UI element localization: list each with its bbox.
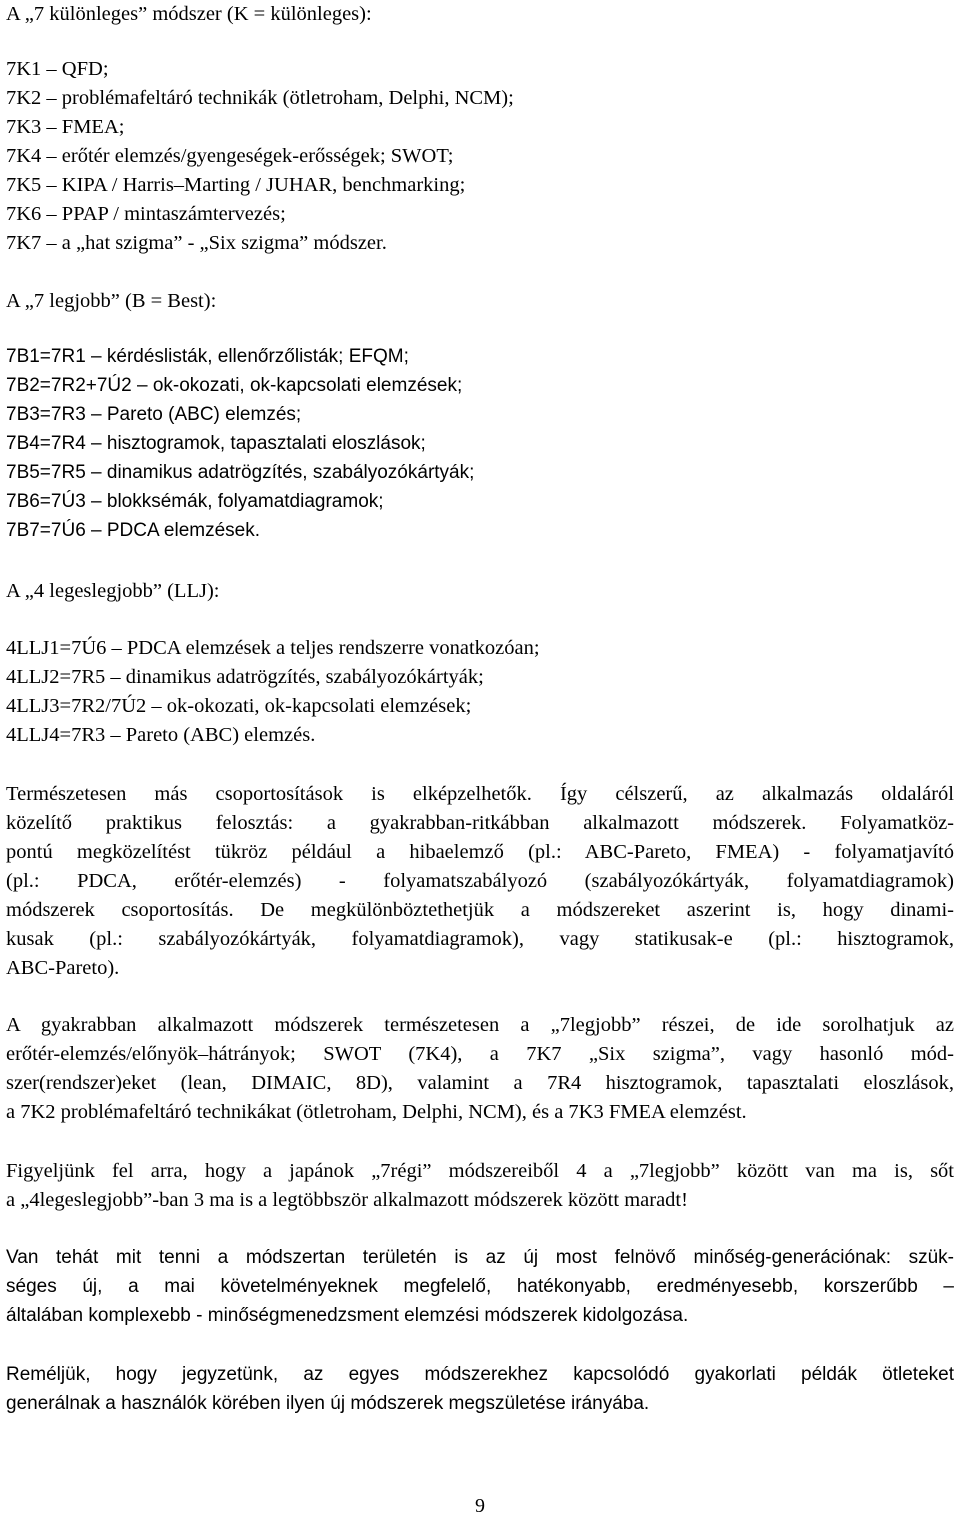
list-item: 7K3 – FMEA; (6, 116, 125, 138)
paragraph-line: módszerek csoportosítás. De megkülönböztethetjük a módszereket aszerint is, hogy dinami- (6, 899, 954, 921)
paragraph-line: kusak (pl.: szabályozókártyák, folyamatdiagramok), vagy statikusak-e (pl.: hisztogramok, (6, 928, 954, 950)
page-number: 9 (475, 1495, 485, 1517)
section-k (6, 0, 954, 29)
paragraph-line: (pl.: PDCA, erőtér-elemzés) - folyamatszabályozó (szabályozókártyák, folyamatdiagramok) (6, 870, 954, 892)
paragraph-4 (6, 1243, 954, 1330)
paragraph-1 (6, 780, 954, 983)
section-llj-list (6, 634, 954, 750)
paragraph-line: Reméljük, hogy jegyzetünk, az egyes módszerekhez kapcsolódó gyakorlati példák ötleteket (6, 1364, 954, 1385)
paragraph-5 (6, 1360, 954, 1418)
section-k-heading: A „7 különleges” módszer (K = különleges): (6, 3, 372, 25)
list-item: 7B7=7Ú6 – PDCA elemzések. (6, 520, 260, 541)
paragraph-2 (6, 1011, 954, 1127)
list-item: 4LLJ3=7R2/7Ú2 – ok-okozati, ok-kapcsolati elemzések; (6, 695, 472, 717)
paragraph-line: A gyakrabban alkalmazott módszerek természetesen a „7legjobb” részei, de ide sorolhatjuk az (6, 1014, 954, 1036)
paragraph-line: Van tehát mit tenni a módszertan területén is az új most felnövő minőség-generációnak: szük- (6, 1247, 954, 1268)
paragraph-line: szer(rendszer)eket (lean, DIMAIC, 8D), valamint a 7R4 hisztogramok, tapasztalati eloszlások, (6, 1072, 954, 1094)
list-item: 7K7 – a „hat szigma” - „Six szigma” módszer. (6, 232, 387, 254)
list-item: 7B5=7R5 – dinamikus adatrögzítés, szabályozókártyák; (6, 462, 475, 483)
paragraph-line: ABC-Pareto). (6, 957, 120, 979)
list-item: 4LLJ4=7R3 – Pareto (ABC) elemzés. (6, 724, 316, 746)
paragraph-line: a „4legeslegjobb”-ban 3 ma is a legtöbbször alkalmazott módszerek között maradt! (6, 1189, 688, 1211)
list-item: 4LLJ1=7Ú6 – PDCA elemzések a teljes rendszerre vonatkozóan; (6, 637, 540, 659)
list-item: 7K2 – problémafeltáró technikák (ötletroham, Delphi, NCM); (6, 87, 514, 109)
list-item: 7B3=7R3 – Pareto (ABC) elemzés; (6, 404, 302, 425)
paragraph-line: általában komplexebb - minőségmenedzsment elemzési módszerek kidolgozása. (6, 1305, 689, 1326)
section-llj (6, 577, 954, 606)
list-item: 7K6 – PPAP / mintaszámtervezés; (6, 203, 286, 225)
paragraph-3 (6, 1157, 954, 1215)
section-llj-heading: A „4 legeslegjobb” (LLJ): (6, 580, 220, 602)
list-item: 7B4=7R4 – hisztogramok, tapasztalati eloszlások; (6, 433, 426, 454)
list-item: 7B6=7Ú3 – blokksémák, folyamatdiagramok; (6, 491, 384, 512)
section-b-heading: A „7 legjobb” (B = Best): (6, 290, 217, 312)
list-item: 7K1 – QFD; (6, 58, 109, 80)
paragraph-line: séges új, a mai követelményeknek megfelelő, hatékonyabb, eredményesebb, korszerűbb – (6, 1276, 954, 1297)
paragraph-line: erőtér-elemzés/előnyök–hátrányok; SWOT (7K4), a 7K7 „Six szigma”, vagy hasonló mód- (6, 1043, 954, 1065)
list-item: 7K4 – erőtér elemzés/gyengeségek-erősségek; SWOT; (6, 145, 454, 167)
paragraph-line: a 7K2 problémafeltáró technikákat (ötletroham, Delphi, NCM), és a 7K3 FMEA elemzést. (6, 1101, 747, 1123)
list-item: 7B1=7R1 – kérdéslisták, ellenőrzőlisták; EFQM; (6, 346, 409, 367)
list-item: 7B2=7R2+7Ú2 – ok-okozati, ok-kapcsolati elemzések; (6, 375, 463, 396)
paragraph-line: Figyeljünk fel arra, hogy a japánok „7régi” módszereiből 4 a „7legjobb” között van ma is, sőt (6, 1160, 954, 1182)
paragraph-line: közelítő praktikus felosztás: a gyakrabban-ritkábban alkalmazott módszerek. Folyamatköz- (6, 812, 954, 834)
section-k-list (6, 55, 954, 258)
paragraph-line: pontú megközelítést tükröz például a hibaelemző (pl.: ABC-Pareto, FMEA) - folyamatjavító (6, 841, 954, 863)
section-b-list (6, 342, 954, 545)
section-b (6, 287, 954, 316)
paragraph-line: generálnak a használók körében ilyen új módszerek megszületése irányába. (6, 1393, 650, 1414)
list-item: 7K5 – KIPA / Harris–Marting / JUHAR, benchmarking; (6, 174, 466, 196)
paragraph-line: Természetesen más csoportosítások is elképzelhetők. Így célszerű, az alkalmazás oldaláról (6, 783, 954, 805)
list-item: 4LLJ2=7R5 – dinamikus adatrögzítés, szabályozókártyák; (6, 666, 484, 688)
